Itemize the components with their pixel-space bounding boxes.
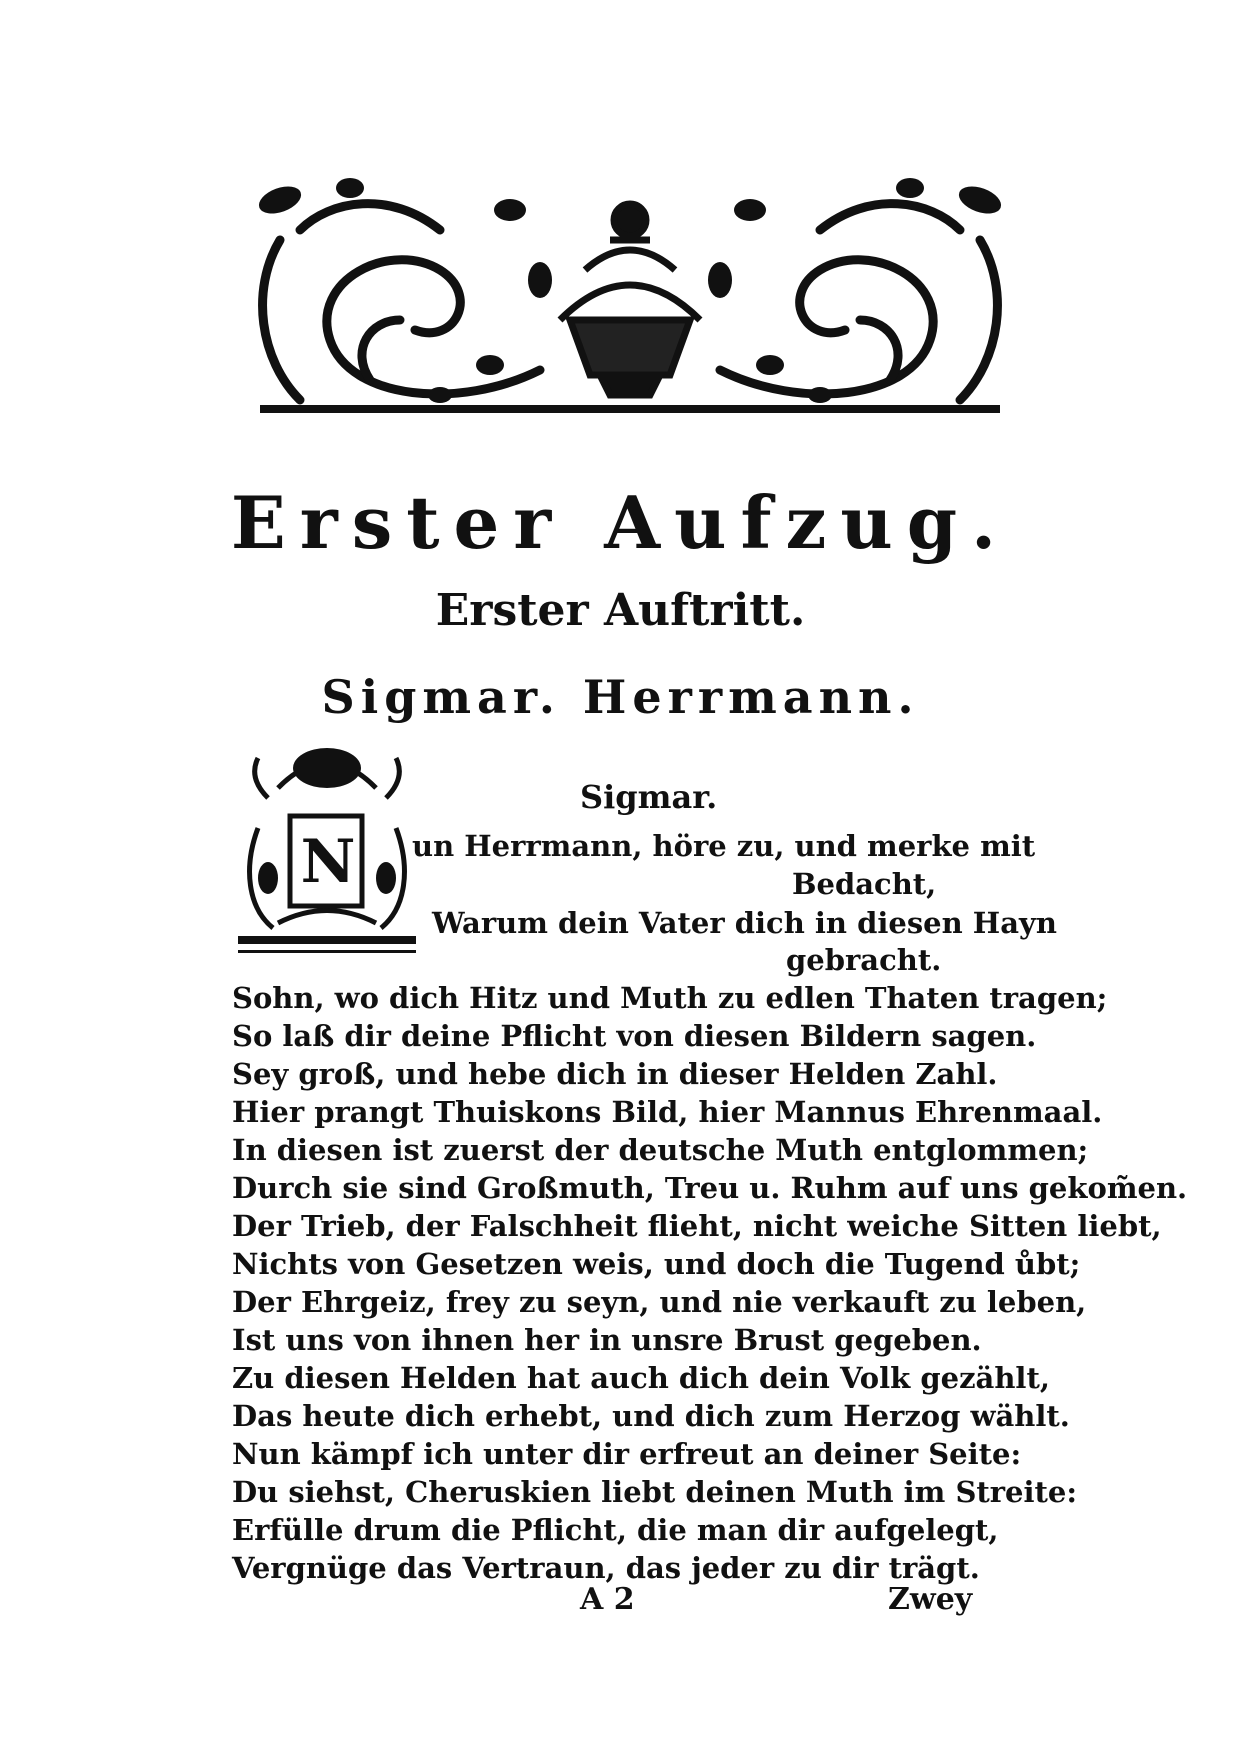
initial-letter: N: [300, 827, 356, 897]
verse-line: un Herrmann, höre zu, und merke mit: [412, 829, 1036, 863]
verse-line: Hier prangt Thuiskons Bild, hier Mannus Ehrenmaal.: [232, 1095, 1103, 1129]
verse-line: Erfülle drum die Pflicht, die man dir aufgelegt,: [232, 1513, 999, 1547]
ornamental-headpiece: [240, 170, 1020, 435]
verse-line: Du siehst, Cheruskien liebt deinen Muth im Streite:: [232, 1475, 1078, 1509]
verse-line: Zu diesen Helden hat auch dich dein Volk gezählt,: [232, 1361, 1050, 1395]
verse-line: Sey groß, und hebe dich in dieser Helden Zahl.: [232, 1057, 998, 1091]
signature-mark: A 2: [580, 1582, 635, 1617]
speaker-name: Sigmar.: [580, 778, 718, 816]
verse-line: Sohn, wo dich Hitz und Muth zu edlen Thaten tragen;: [232, 981, 1108, 1015]
dramatis-personae: Sigmar. Herrmann.: [321, 670, 920, 724]
catchword: Zwey: [888, 1582, 973, 1617]
verse-line: Das heute dich erhebt, und dich zum Herzog wählt.: [232, 1399, 1070, 1433]
verse-line: Der Trieb, der Falschheit flieht, nicht weiche Sitten liebt,: [232, 1209, 1162, 1243]
act-title: Erster Aufzug.: [230, 480, 1011, 565]
verse-line: In diesen ist zuerst der deutsche Muth entglommen;: [232, 1133, 1089, 1167]
verse-line: Nun kämpf ich unter dir erfreut an deiner Seite:: [232, 1437, 1022, 1471]
verse-line: gebracht.: [786, 943, 942, 977]
verse-line: So laß dir deine Pflicht von diesen Bildern sagen.: [232, 1019, 1037, 1053]
verse-line: Nichts von Gesetzen weis, und doch die Tugend ůbt;: [232, 1247, 1081, 1281]
verse-line: Ist uns von ihnen her in unsre Brust gegeben.: [232, 1323, 982, 1357]
verse-line: Bedacht,: [792, 867, 937, 901]
scene-title: Erster Auftritt.: [435, 585, 806, 636]
verse-line: Vergnüge das Vertraun, das jeder zu dir trägt.: [232, 1551, 980, 1585]
verse-line: Der Ehrgeiz, frey zu seyn, und nie verkauft zu leben,: [232, 1285, 1087, 1319]
verse-line: Warum dein Vater dich in diesen Hayn: [432, 906, 1057, 940]
verse-line: Durch sie sind Großmuth, Treu u. Ruhm auf uns gekom̃en.: [232, 1171, 1188, 1205]
